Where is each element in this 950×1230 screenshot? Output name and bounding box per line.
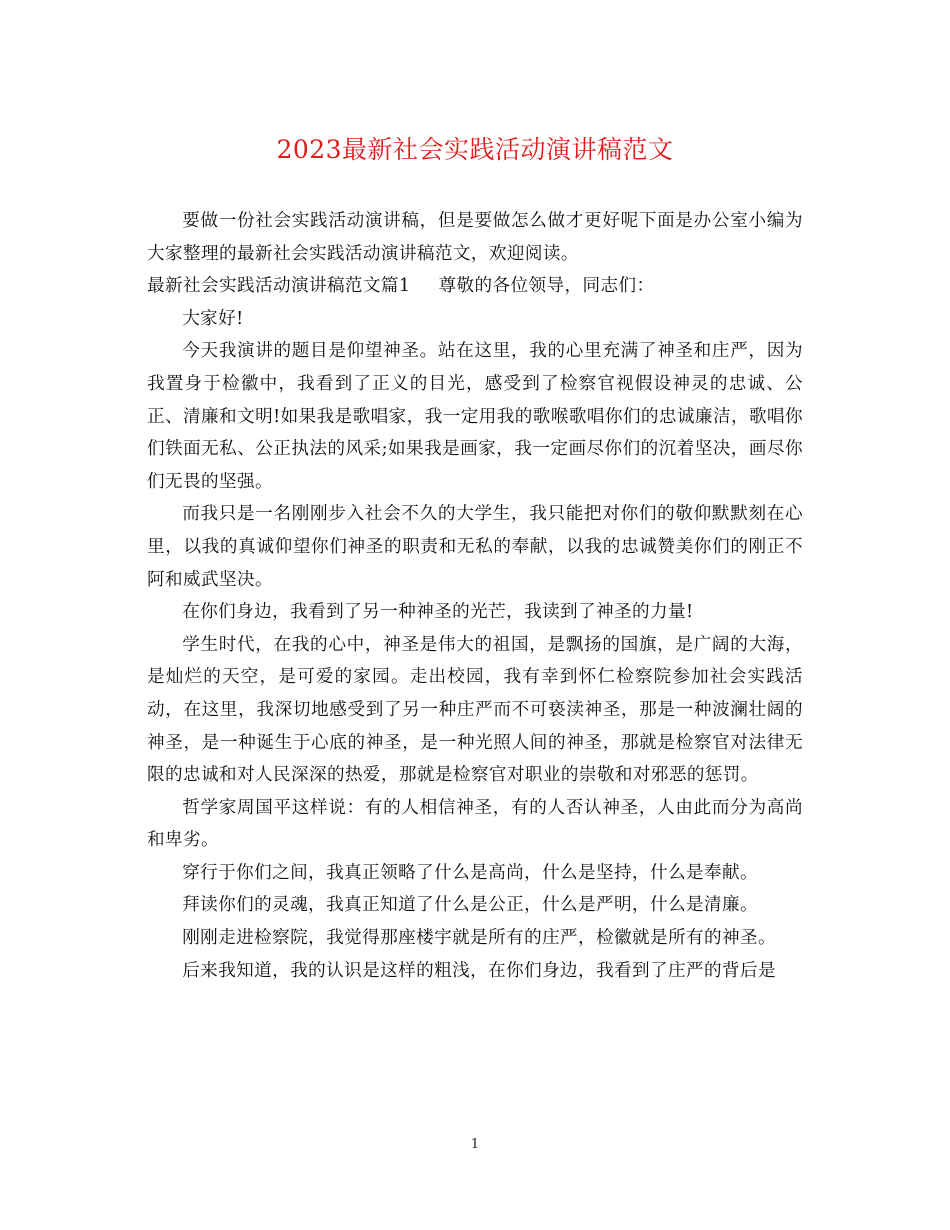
paragraph-intro: 要做一份社会实践活动演讲稿，但是要做怎么做才更好呢下面是办公室小编为大家整理的最新社会实践活动演讲稿范文，欢迎阅读。	[147, 211, 803, 264]
section-heading-line	[147, 270, 803, 303]
paragraph-first-entry: 刚刚走进检察院，我觉得那座楼宇就是所有的庄严，检徽就是所有的神圣。	[182, 928, 776, 949]
paragraph-soul: 拜读你们的灵魂，我真正知道了什么是公正，什么是严明，什么是清廉。	[182, 895, 758, 916]
paragraph-greeting: 大家好!	[182, 308, 244, 329]
page-title: 2023最新社会实践活动演讲稿范文	[276, 135, 674, 164]
paragraph-light: 在你们身边，我看到了另一种神圣的光芒，我读到了神圣的力量!	[182, 602, 694, 623]
paragraph-noble: 穿行于你们之间，我真正领略了什么是高尚，什么是坚持，什么是奉献。	[182, 862, 758, 883]
paragraph-philosopher: 哲学家周国平这样说：有的人相信神圣，有的人否认神圣，人由此而分为高尚和卑劣。	[147, 797, 803, 851]
paragraph-school-days: 学生时代，在我的心中，神圣是伟大的祖国，是飘扬的国旗，是广阔的大海，是灿烂的天空，是可爱的家园。走出校园，我有幸到怀仁检察院参加社会实践活动，在这里，我深切地感受到了另一种庄严而不可亵渎神圣，那是一种波澜壮阔的神圣，是一种诞生于心底的神圣，是一种光照人间的神圣，那就是检察官对法律无限的忠诚和对人民深深的热爱，那就是检察官对职业的崇敬和对邪恶的惩罚。	[147, 634, 803, 786]
paragraph-topic: 今天我演讲的题目是仰望神圣。站在这里，我的心里充满了神圣和庄严，因为我置身于检徽中，我看到了正义的目光，感受到了检察官视假设神灵的忠诚、公正、清廉和文明!如果我是歌唱家，我一定用我的歌喉歌唱你们的忠诚廉洁，歌唱你们铁面无私、公正执法的风采;如果我是画家，我一定画尽你们的沉着坚决，画尽你们无畏的坚强。	[147, 341, 803, 492]
paragraph-student: 而我只是一名刚刚步入社会不久的大学生，我只能把对你们的敬仰默默刻在心里，以我的真诚仰望你们神圣的职责和无私的奉献，以我的忠诚赞美你们的刚正不阿和威武坚决。	[147, 504, 803, 590]
section-greeting: 尊敬的各位领导，同志们：	[438, 276, 655, 297]
paragraph-later: 后来我知道，我的认识是这样的粗浅，在你们身边，我看到了庄严的背后是	[182, 960, 776, 981]
section-heading: 最新社会实践活动演讲稿范文篇1	[147, 276, 411, 297]
page-number: 1	[470, 1137, 480, 1152]
document-body	[147, 205, 803, 987]
